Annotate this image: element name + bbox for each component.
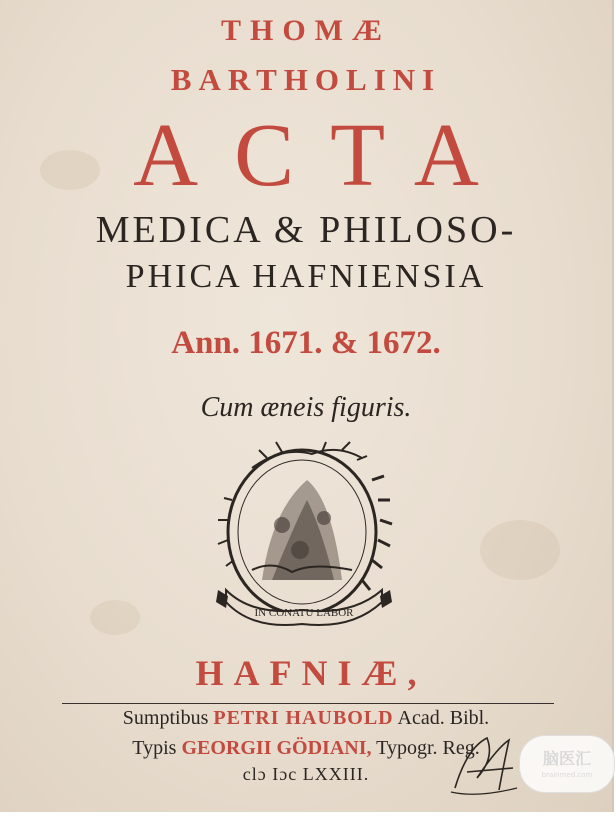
- paper-stain: [90, 600, 140, 635]
- subtitle-line-1: MEDICA & PHILOSO-: [95, 209, 517, 251]
- watermark-subtext: brainmed.com: [541, 771, 593, 779]
- emblem-motto: IN CONATU LABOR: [254, 607, 354, 619]
- figures-note: Cum æneis figuris.: [200, 392, 412, 423]
- site-watermark: [519, 735, 615, 793]
- author-last-name: BARTHOLINI: [170, 62, 442, 97]
- printer-emblem-woodcut: [212, 440, 396, 632]
- imprint-line-1: [0, 707, 612, 730]
- imprint-printer-title: Typogr. Reg.: [376, 737, 480, 759]
- years-line: Ann. 1671. & 1672.: [171, 325, 441, 361]
- imprint-printer-name: GEORGII GÖDIANI,: [181, 737, 372, 759]
- imprint-publisher-title: Acad. Bibl.: [397, 707, 490, 729]
- paper-stain: [480, 520, 560, 580]
- imprint-rule: [62, 703, 554, 704]
- imprint-city: HAFNIÆ,: [195, 653, 427, 693]
- imprint-publisher-name: PETRI HAUBOLD: [213, 707, 394, 729]
- watermark-text: 脑医汇: [542, 749, 591, 768]
- ownership-signature: [447, 728, 525, 798]
- author-first-name: THOMÆ: [221, 14, 391, 47]
- imprint-date: clɔ Iɔc LXXIII.: [242, 764, 370, 784]
- imprint-typis: Typis: [132, 737, 177, 759]
- main-title: ACTA: [133, 106, 515, 205]
- subtitle-line-2: PHICA HAFNIENSIA: [125, 258, 487, 295]
- imprint-sumptibus: Sumptibus: [122, 707, 209, 729]
